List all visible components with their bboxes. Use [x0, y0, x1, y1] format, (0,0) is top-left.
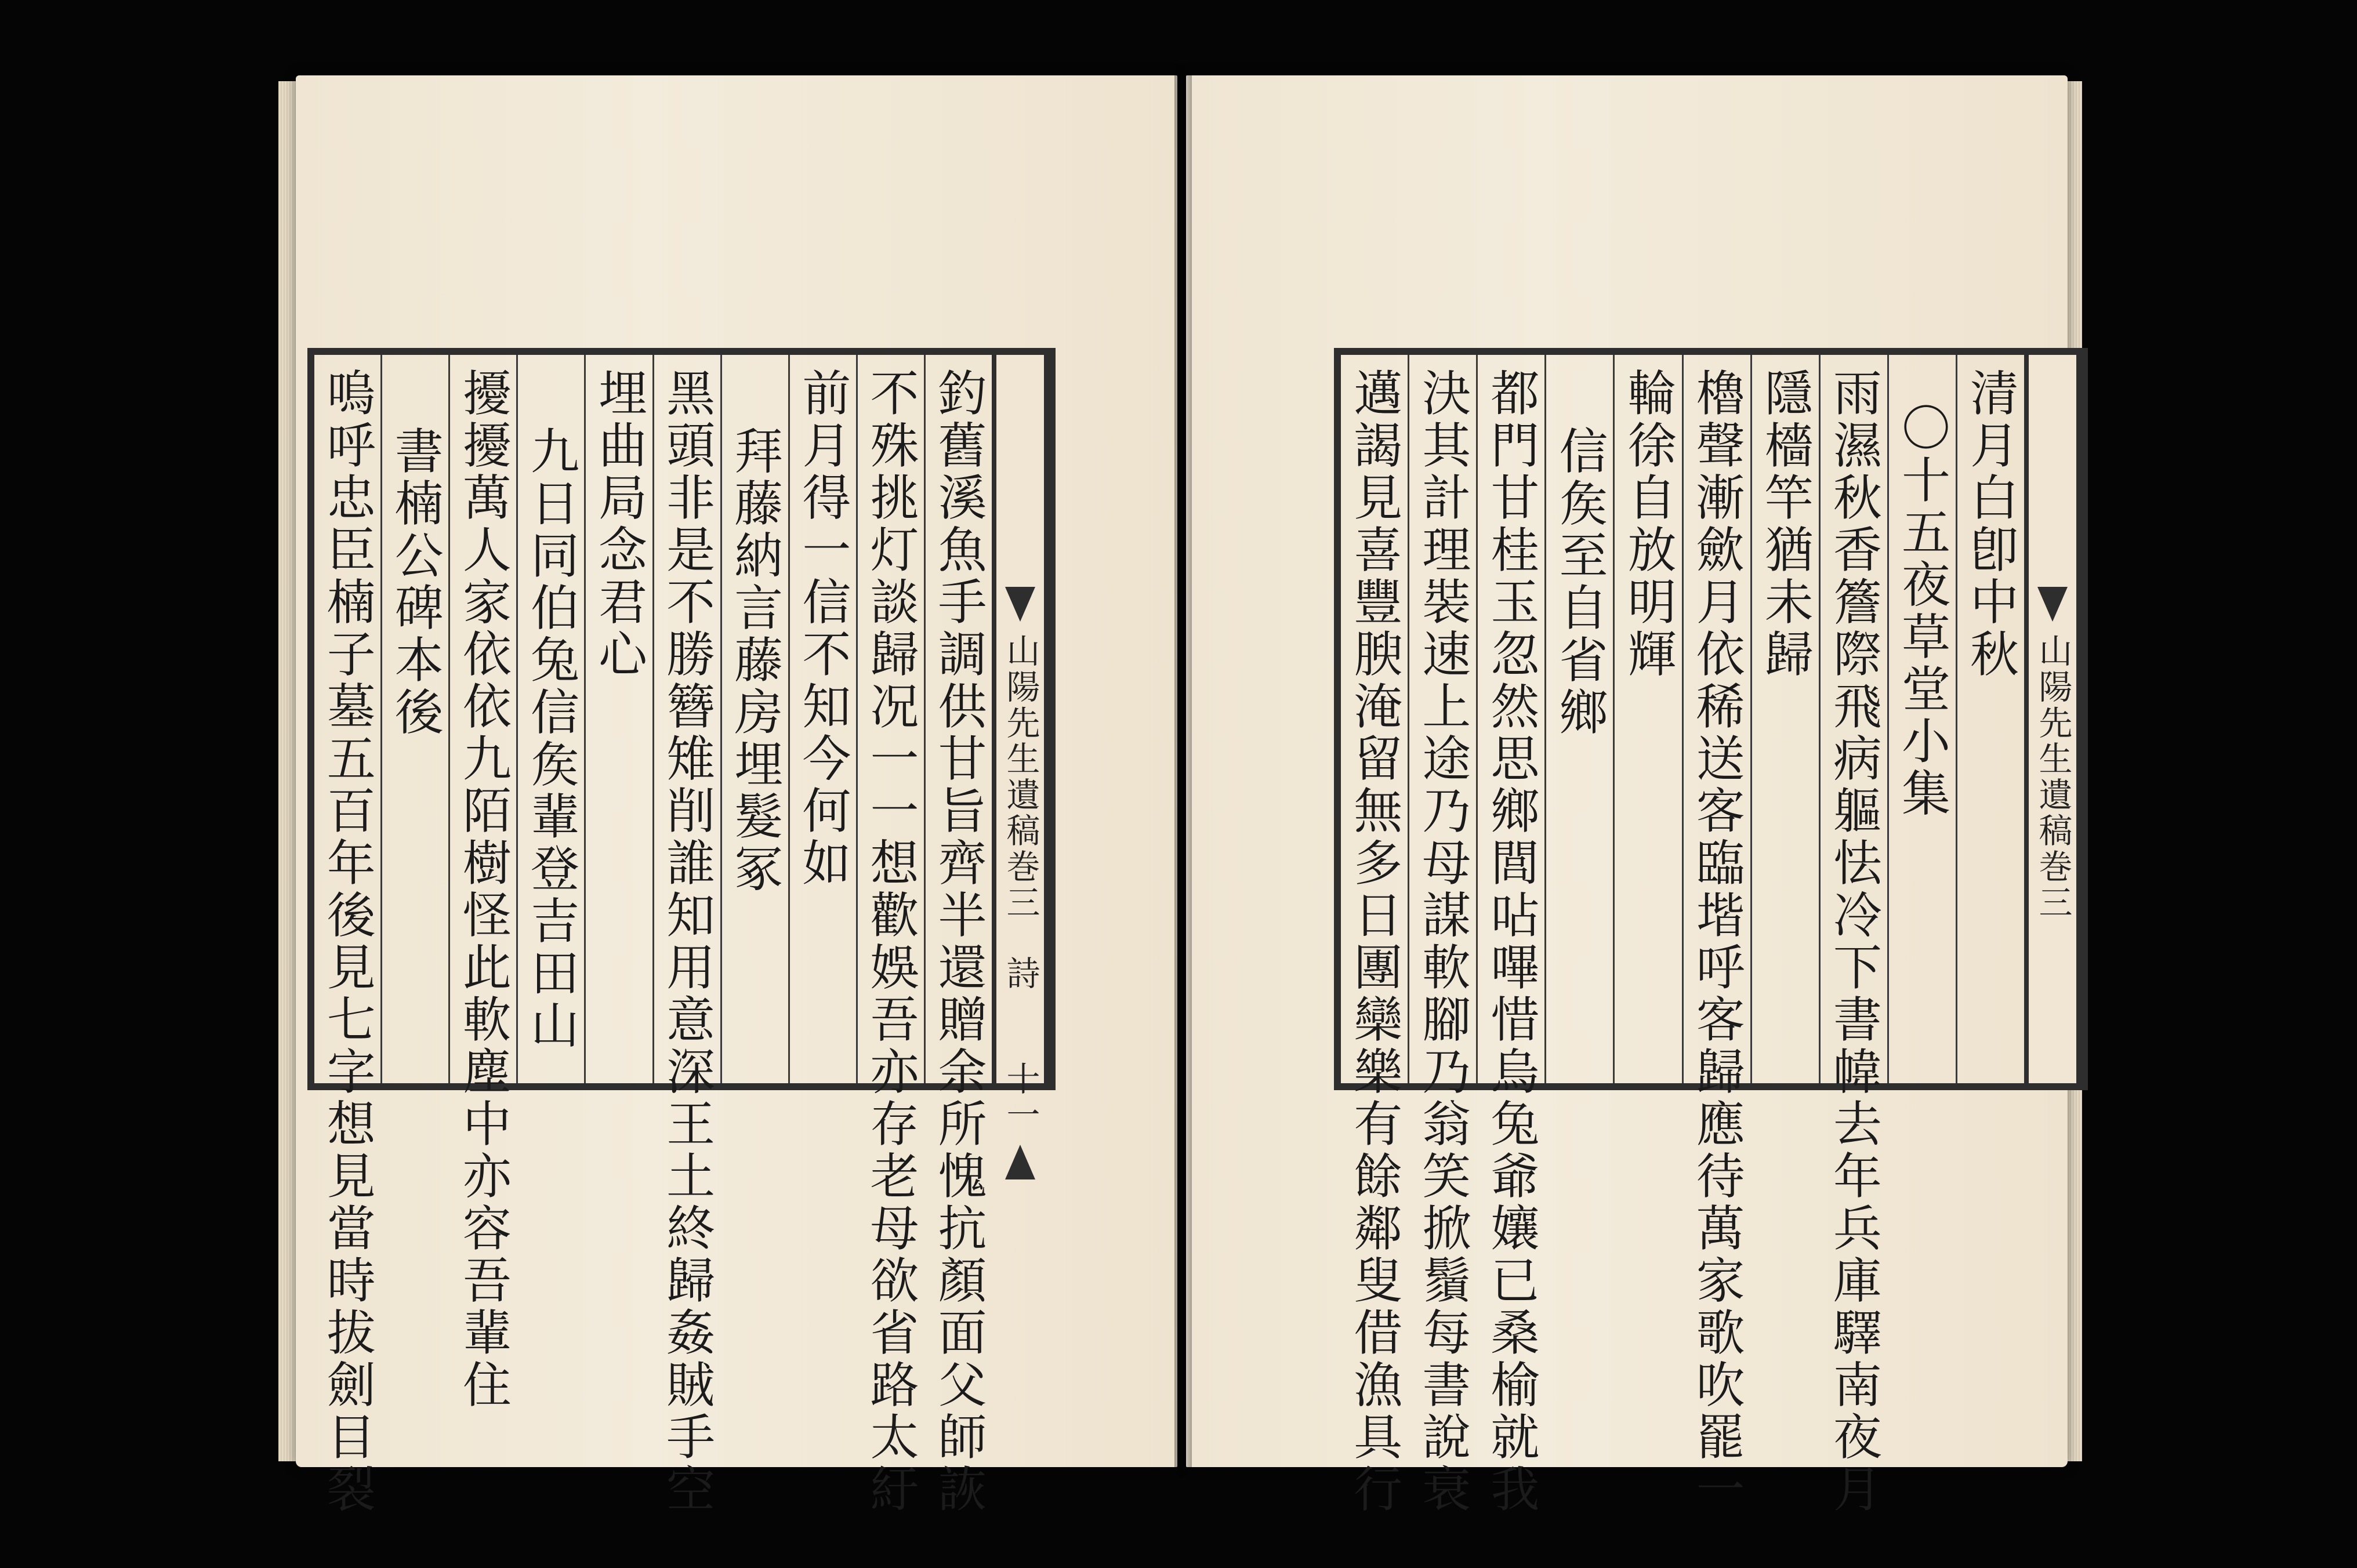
text-column: 不殊挑灯談歸况一一想歡娛吾亦存老母欲省路太紆	[856, 355, 924, 1083]
text-column: 嗚呼忠臣楠子墓五百年後見七字想見當時拔劍目裂	[319, 368, 376, 1516]
text-column: 信矦至自省鄉	[1544, 355, 1613, 1083]
left-text-frame	[307, 348, 1056, 1516]
text-column: 隱檣竿猶未歸	[1750, 355, 1819, 1083]
text-column: 釣舊溪魚手調供甘旨齊半還贈余所愧抗顏面父師詼	[924, 355, 992, 1083]
text-column: 輪徐自放明輝	[1613, 355, 1681, 1083]
text-column: 決其計理裝速上途乃母謀軟腳乃翁笑掀鬚每書說衰	[1408, 355, 1476, 1083]
page-edges-left	[278, 81, 296, 1461]
book-title: 山陽先生遺稿巻三	[2033, 633, 2073, 921]
fold-mark-top	[2037, 587, 2068, 622]
text-column: 黑頭非是不勝簪雉削誰知用意深王土終歸姦賊手空	[652, 355, 720, 1083]
right-text-frame	[1334, 348, 2088, 1516]
text-column: 邁謁見喜豐腴淹留無多日團欒樂有餘鄰叟借漁具行	[1346, 368, 1403, 1516]
text-column: 擾擾萬人家依依九陌樹怪此軟塵中亦容吾輩住	[448, 355, 516, 1083]
book-title: 山陽先生遺稿巻三	[1000, 633, 1040, 921]
section-label: 詩	[1000, 956, 1040, 992]
fold-mark-top	[1005, 587, 1035, 622]
right-banner	[2024, 355, 2081, 1083]
page-number: 十一	[1000, 1061, 1040, 1133]
fold-mark-bottom	[1005, 1145, 1035, 1179]
text-column: 櫓聲漸歛月依稀送客臨堦呼客歸應待萬家歌吹罷一	[1682, 355, 1750, 1083]
book-gutter	[1174, 75, 1192, 1467]
text-column: 前月得一信不知今何如	[788, 355, 856, 1083]
text-column: 書楠公碑本後	[380, 355, 448, 1083]
text-column: 雨濕秋香簷際飛病軀怯冷下書幃去年兵庫驛南夜月	[1819, 355, 1887, 1083]
text-column: 都門甘桂玉忽然思鄉閭呫嗶惜烏兔爺孃已桑榆就我	[1476, 355, 1544, 1083]
text-column: 〇十五夜草堂小集	[1887, 355, 1956, 1083]
left-banner	[992, 355, 1049, 1133]
text-column: 九日同伯兔信矦輩登吉田山	[516, 355, 584, 1083]
text-column: 拜藤納言藤房埋髮冢	[720, 355, 788, 1083]
text-column: 清月白卽中秋	[1956, 355, 2024, 1083]
text-column: 埋曲局念君心	[584, 355, 652, 1083]
